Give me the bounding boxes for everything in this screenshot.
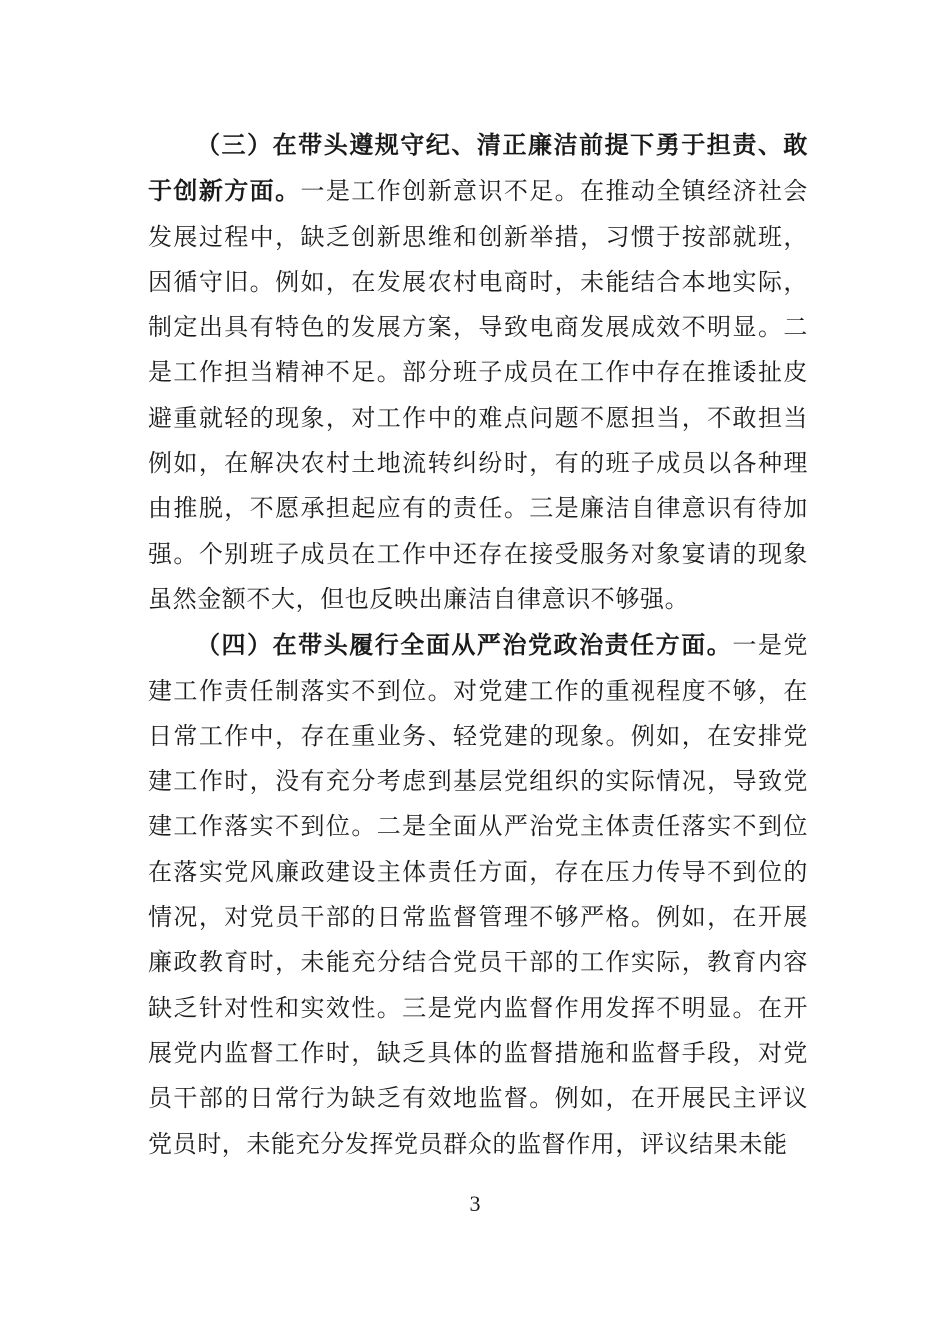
- section-3-heading: （三）在带头遵规守纪、清正廉洁前提下勇于担责、敢于创新方面。: [148, 130, 808, 206]
- section-3-body: 一是工作创新意识不足。在推动全镇经济社会发展过程中，缺乏创新思维和创新举措，习惯于按部就班，因循守旧。例如，在发展农村电商时，未能结合本地实际，制定出具有特色的发展方案，导致电商发展成效不明显。二是工作担当精神不足。部分班子成员在工作中存在推诿扯皮避重就轻的现象，对工作中的难点问题不愿担当，不敢担当例如，在解决农村土地流转纠纷时，有的班子成员以各种理由推脱，不愿承担起应有的责任。三是廉洁自律意识有待加强。个别班子成员在工作中还存在接受服务对象宴请的现象虽然金额不大，但也反映出廉洁自律意识不够强。: [148, 177, 808, 613]
- section-4-body: 一是党建工作责任制落实不到位。对党建工作的重视程度不够，在日常工作中，存在重业务、轻党建的现象。例如，在安排党建工作时，没有充分考虑到基层党组织的实际情况，导致党建工作落实不到位。二是全面从严治党主体责任落实不到位在落实党风廉政建设主体责任方面，存在压力传导不到位的情况，对党员干部的日常监督管理不够严格。例如，在开展廉政教育时，未能充分结合党员干部的工作实际，教育内容缺乏针对性和实效性。三是党内监督作用发挥不明显。在开展党内监督工作时，缺乏具体的监督措施和监督手段，对党员干部的日常行为缺乏有效地监督。例如，在开展民主评议党员时，未能充分发挥党员群众的监督作用，评议结果未能: [148, 631, 808, 1158]
- section-4-heading: （四）在带头履行全面从严治党政治责任方面。: [196, 630, 733, 660]
- paragraph-section-3: [148, 122, 808, 622]
- paragraph-section-4: [148, 622, 808, 1167]
- page-number: 3: [469, 1191, 481, 1216]
- document-body: [148, 122, 808, 1167]
